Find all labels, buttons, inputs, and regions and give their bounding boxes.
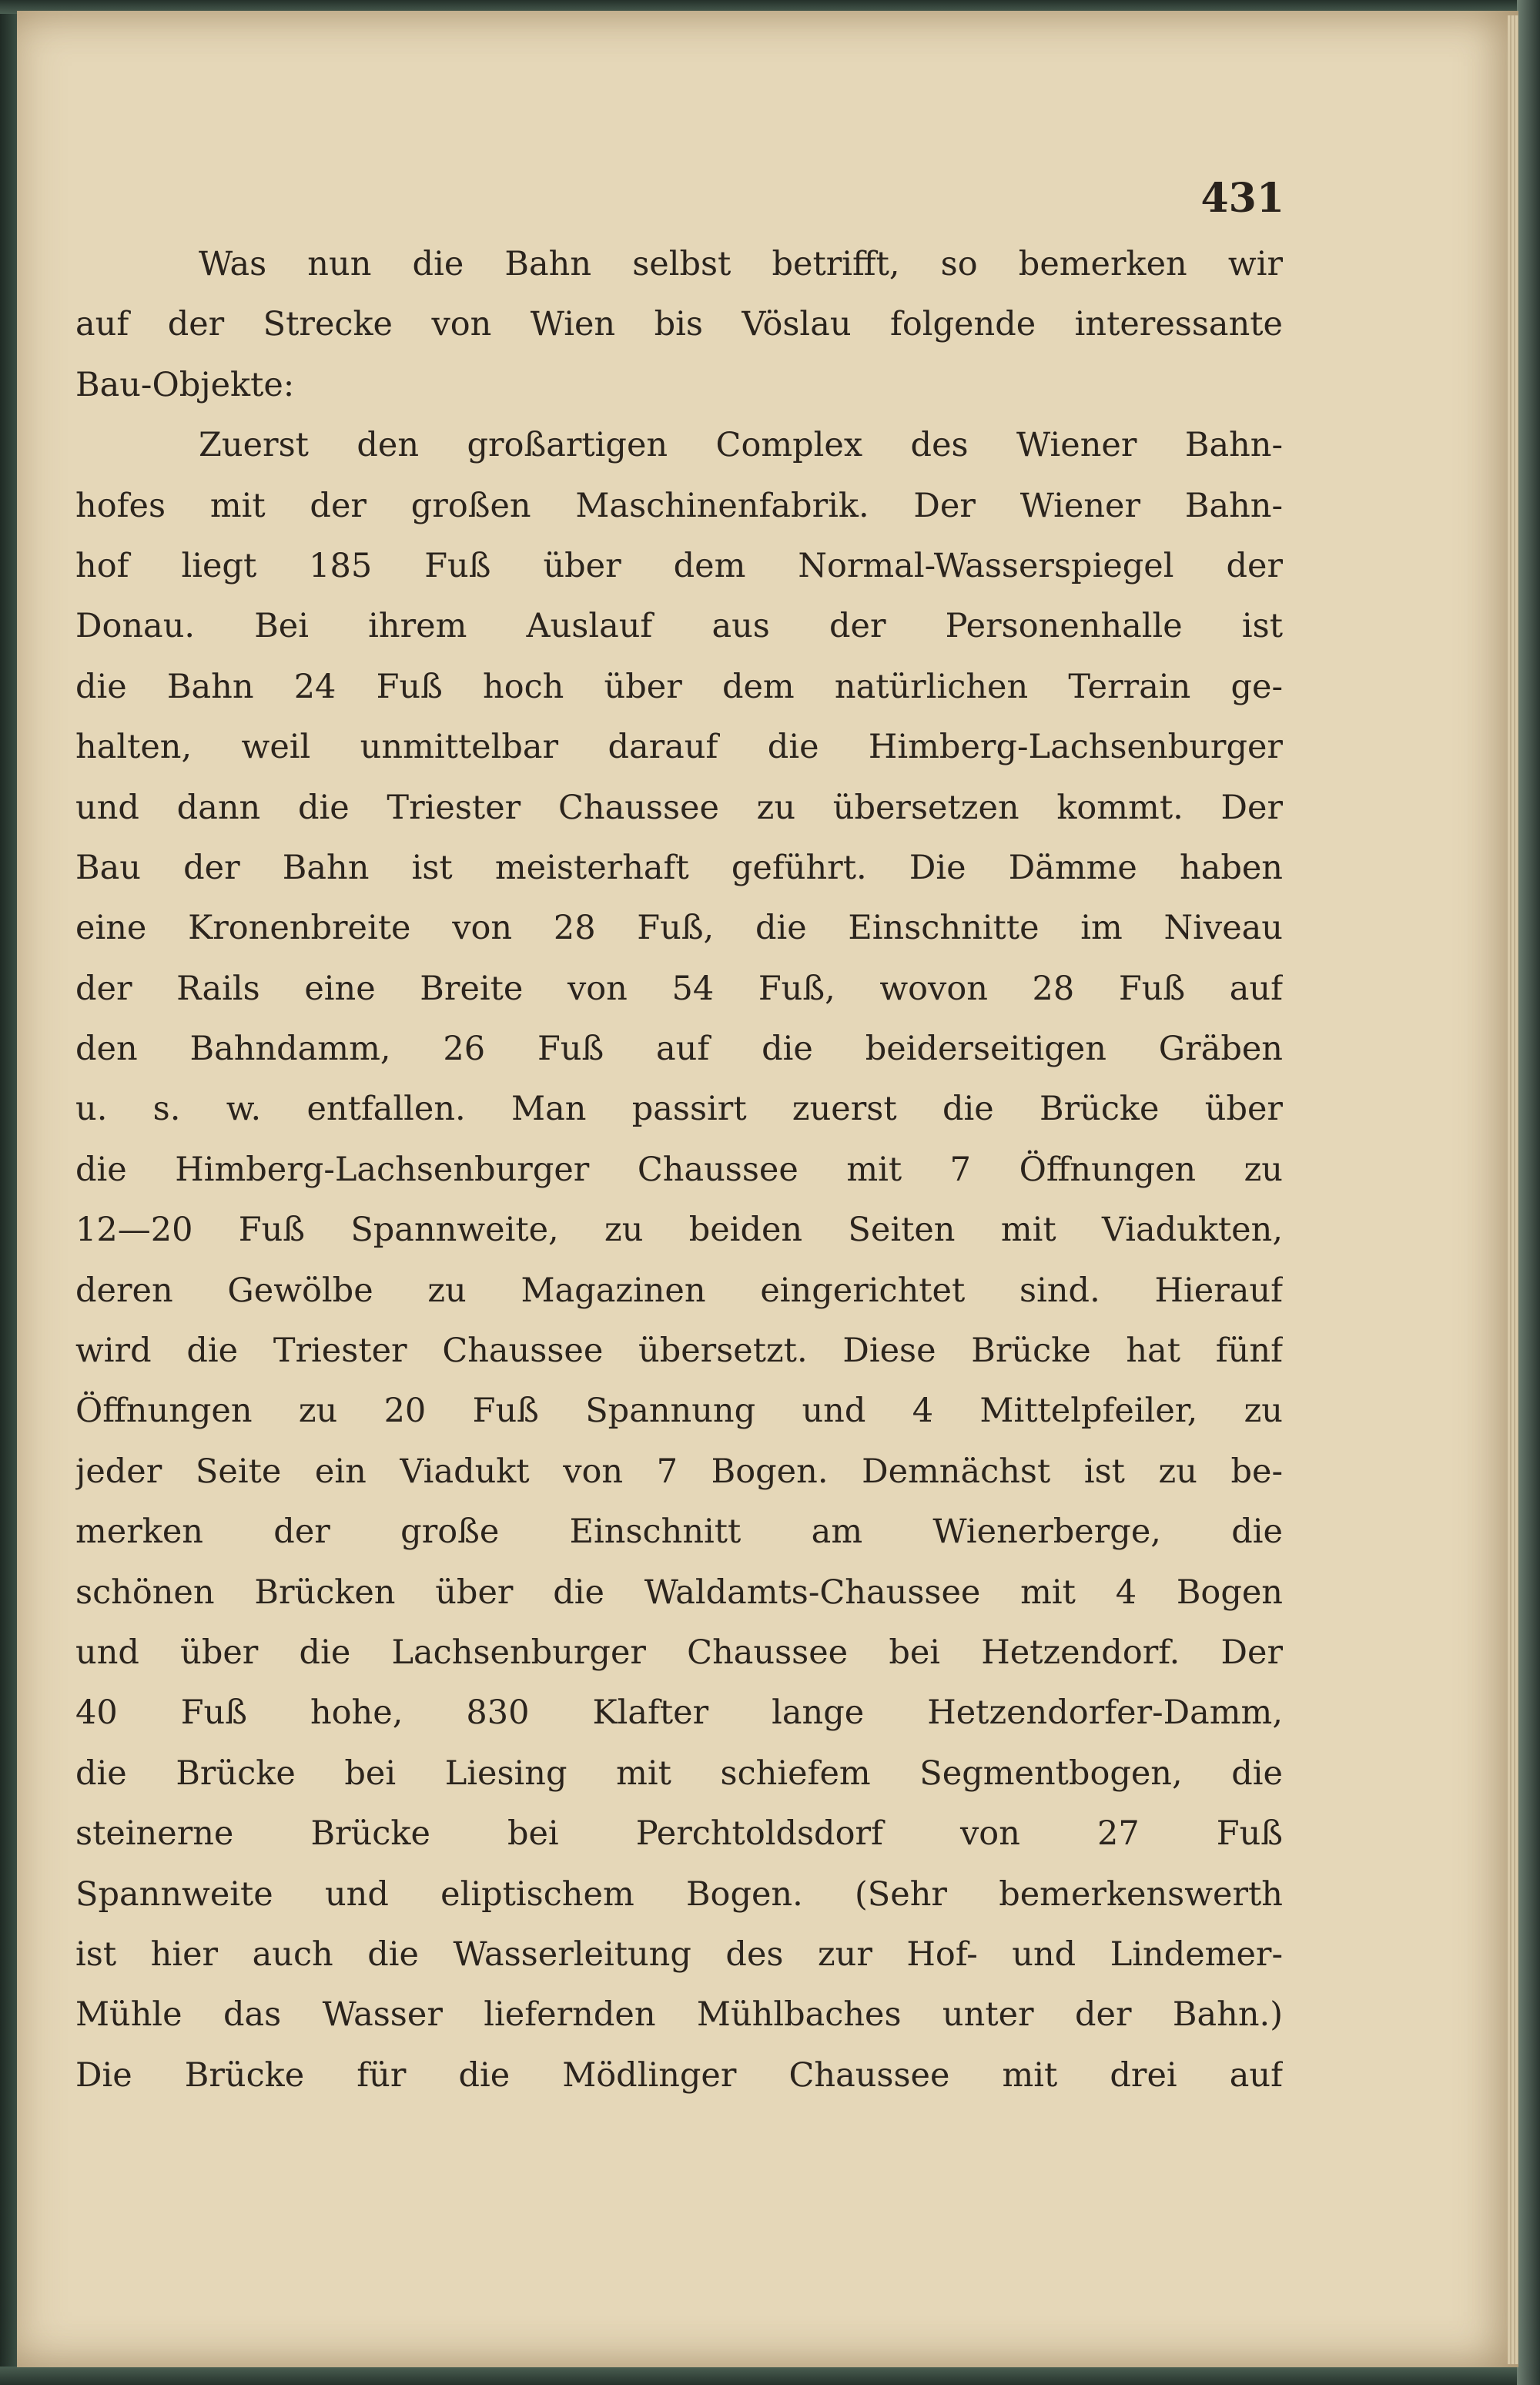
text-line: 12—20 Fuß Spannweite, zu beiden Seiten mit Viadukten, bbox=[75, 1211, 1283, 1250]
text-line: deren Gewölbe zu Magazinen eingerichtet sind. Hierauf bbox=[75, 1271, 1283, 1310]
book-cover-bottom-edge bbox=[0, 2367, 1540, 2385]
book-cover-right-edge bbox=[1517, 0, 1540, 2385]
text-line: die Brücke bei Liesing mit schiefem Segmentbogen, die bbox=[75, 1754, 1283, 1793]
page-body-text bbox=[75, 234, 1283, 2105]
text-line: jeder Seite ein Viadukt von 7 Bogen. Demnächst ist zu be- bbox=[75, 1452, 1283, 1491]
text-line: die Himberg-Lachsenburger Chaussee mit 7 Öffnungen zu bbox=[75, 1150, 1283, 1189]
text-line: und dann die Triester Chaussee zu übersetzen kommt. Der bbox=[75, 788, 1283, 827]
text-line: Bau der Bahn ist meisterhaft geführt. Die Dämme haben bbox=[75, 848, 1283, 887]
text-line: Donau. Bei ihrem Auslauf aus der Personenhalle ist bbox=[75, 607, 1283, 646]
text-line: 40 Fuß hohe, 830 Klafter lange Hetzendorfer-Damm, bbox=[75, 1693, 1283, 1733]
text-line: der Rails eine Breite von 54 Fuß, wovon 28 Fuß auf bbox=[75, 969, 1283, 1008]
text-line: hofes mit der großen Maschinenfabrik. Der Wiener Bahn- bbox=[75, 486, 1283, 525]
text-line: und über die Lachsenburger Chaussee bei Hetzendorf. Der bbox=[75, 1633, 1283, 1672]
text-line: Öffnungen zu 20 Fuß Spannung und 4 Mittelpfeiler, zu bbox=[75, 1392, 1283, 1431]
text-line: ist hier auch die Wasserleitung des zur Hof- und Lindemer- bbox=[75, 1934, 1283, 1974]
text-line: Bau-Objekte: bbox=[75, 365, 295, 404]
text-line: wird die Triester Chaussee übersetzt. Diese Brücke hat fünf bbox=[75, 1332, 1283, 1371]
text-line: hof liegt 185 Fuß über dem Normal-Wasserspiegel der bbox=[75, 546, 1283, 585]
page-number: 431 bbox=[1200, 175, 1284, 222]
text-line: Zuerst den großartigen Complex des Wiener Bahn- bbox=[199, 426, 1283, 465]
text-line: den Bahndamm, 26 Fuß auf die beiderseitigen Gräben bbox=[75, 1030, 1283, 1069]
text-line: merken der große Einschnitt am Wienerberge, die bbox=[75, 1512, 1283, 1552]
text-line: auf der Strecke von Wien bis Vöslau folgende interessante bbox=[75, 305, 1283, 344]
text-line: die Bahn 24 Fuß hoch über dem natürlichen Terrain ge- bbox=[75, 667, 1283, 706]
text-line: u. s. w. entfallen. Man passirt zuerst die Brücke über bbox=[75, 1090, 1283, 1129]
text-line: Spannweite und eliptischem Bogen. (Sehr bemerkenswerth bbox=[75, 1874, 1283, 1914]
text-line: schönen Brücken über die Waldamts-Chaussee mit 4 Bogen bbox=[75, 1573, 1283, 1612]
text-line: eine Kronenbreite von 28 Fuß, die Einschnitte im Niveau bbox=[75, 909, 1283, 948]
text-line: Mühle das Wasser liefernden Mühlbaches unter der Bahn.) bbox=[75, 1995, 1283, 2035]
text-line: halten, weil unmittelbar darauf die Himberg-Lachsenburger bbox=[75, 728, 1283, 767]
text-line: steinerne Brücke bei Perchtoldsdorf von 27 Fuß bbox=[75, 1814, 1283, 1854]
page-stack-edge bbox=[1508, 15, 1518, 2364]
text-line: Die Brücke für die Mödlinger Chaussee mit drei auf bbox=[75, 2055, 1283, 2095]
text-line: Was nun die Bahn selbst betrifft, so bemerken wir bbox=[199, 245, 1283, 283]
